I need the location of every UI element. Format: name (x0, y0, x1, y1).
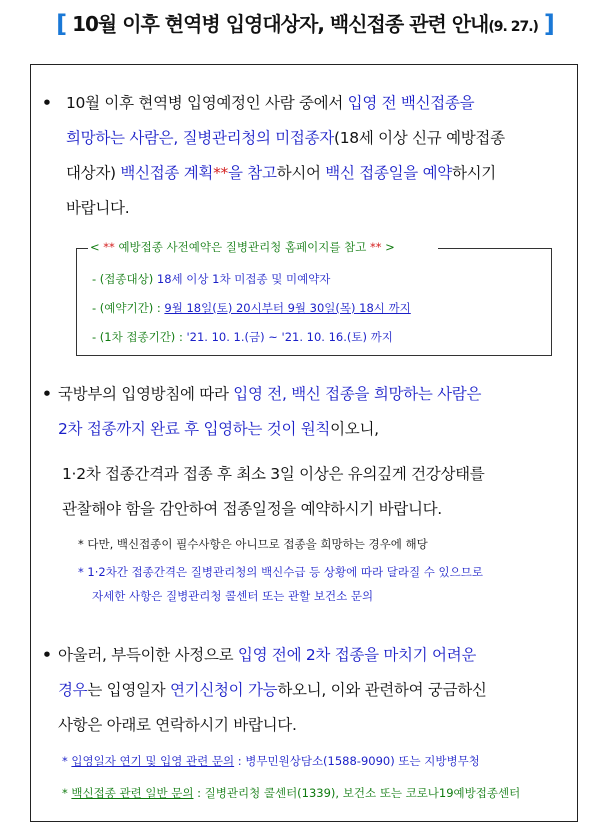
s1-highlight: 희망하는 사람은, 질병관리청의 미접종자 (66, 129, 334, 147)
s1-text: (18세 이상 신규 예방접종 (333, 129, 505, 147)
box-border (76, 248, 88, 249)
info-box-title (90, 239, 395, 255)
s2-highlight: 2차 접종까지 완료 후 입영하는 것이 원칙 (58, 420, 331, 438)
s2-text: 이오니, (330, 420, 379, 438)
box-title-bracket: > (381, 240, 395, 254)
s3-text: 아울러, 부득이한 사정으로 (58, 646, 238, 664)
info-line-value: 9월 18일(토) 20시부터 9월 30일(목) 18시 까지 (164, 301, 411, 315)
s3-text: 는 입영일자 (87, 681, 170, 699)
s2-highlight: 입영 전, 백신 접종을 희망하는 사람은 (233, 385, 482, 403)
info-line-value: '21. 10. 1.(금) ~ '21. 10. 16.(토) 까지 (186, 330, 393, 344)
box-title-stars: ** (103, 240, 115, 254)
s1-stars: ** (213, 164, 228, 182)
section-2-paragraph (42, 377, 568, 447)
s1-text: 바랍니다. (66, 199, 130, 217)
inquiry-star: * (62, 754, 72, 768)
box-title-text: 예방접종 사전예약은 질병관리청 홈페이지를 참고 (114, 240, 371, 254)
note-optional: * 다만, 백신접종이 필수사항은 아니므로 접종을 희망하는 경우에 해당 (78, 537, 428, 551)
section-3-paragraph (42, 638, 568, 743)
inquiry-contact: : 병무민원상담소(1588-9090) 또는 지방병무청 (234, 754, 480, 768)
box-title-stars: ** (370, 240, 382, 254)
s3-text: 사항은 아래로 연락하시기 바랍니다. (58, 716, 297, 734)
section-2-detail (62, 457, 562, 527)
info-line-label: - (예약기간) : (92, 301, 165, 315)
s2-text: 1·2차 접종간격과 접종 후 최소 3일 이상은 유의깊게 건강상태를 (62, 465, 485, 483)
note-interval-cont: 자세한 사항은 질병관리청 콜센터 또는 관할 보건소 문의 (92, 589, 374, 603)
info-line-first-dose (92, 329, 393, 345)
info-line-period (92, 300, 411, 316)
title-bracket-open: [ (56, 10, 67, 38)
s1-highlight: 백신 접종일을 예약 (325, 164, 452, 182)
box-title-bracket: < (90, 240, 104, 254)
bullet: • (42, 646, 52, 664)
s3-highlight: 입영 전에 2차 접종을 마치기 어려운 (237, 646, 477, 664)
inquiry-star: * (62, 786, 72, 800)
page-title (0, 8, 610, 38)
title-date: (9. 27.) (488, 19, 538, 35)
s1-highlight: 을 참고 (227, 164, 277, 182)
inquiry-contact: : 질병관리청 콜센터(1339), 보건소 또는 코로나19예방접종센터 (193, 786, 521, 800)
s1-text: 대상자) (66, 164, 121, 182)
s1-text: 하시기 (451, 164, 496, 182)
title-text: 10월 이후 현역병 입영대상자, 백신접종 관련 안내 (72, 12, 489, 36)
title-bracket-close: ] (543, 10, 554, 38)
s3-highlight: 연기신청이 가능 (169, 681, 278, 699)
inquiry-label: 입영일자 연기 및 입영 관련 문의 (71, 754, 235, 768)
s1-text: 10월 이후 현역병 입영예정인 사람 중에서 (66, 94, 348, 112)
note-interval: * 1·2차간 접종간격은 질병관리청의 백신수급 등 상황에 따라 달라질 수 있으므로 (78, 565, 483, 579)
info-line-value: 18세 이상 1차 미접종 및 미예약자 (156, 272, 331, 286)
s3-text: 하오니, 이와 관련하여 궁금하신 (277, 681, 487, 699)
s2-text: 관찰해야 함을 감안하여 접종일정을 예약하시기 바랍니다. (62, 500, 442, 518)
inquiry-enlistment (62, 753, 480, 769)
box-border (438, 248, 552, 249)
bullet: • (42, 94, 52, 112)
s2-text: 국방부의 입영방침에 따라 (58, 385, 234, 403)
s1-text: 하시어 (276, 164, 326, 182)
info-line-label: - (1차 접종기간) : (92, 330, 187, 344)
inquiry-label: 백신접종 관련 일반 문의 (71, 786, 194, 800)
section-1-paragraph (42, 86, 568, 226)
inquiry-vaccine (62, 785, 520, 801)
s1-highlight: 입영 전 백신접종을 (347, 94, 475, 112)
s3-highlight: 경우 (58, 681, 88, 699)
bullet: • (42, 385, 52, 403)
info-line-target (92, 271, 330, 287)
s1-highlight: 백신접종 계획 (120, 164, 214, 182)
info-line-label: - (접종대상) (92, 272, 157, 286)
